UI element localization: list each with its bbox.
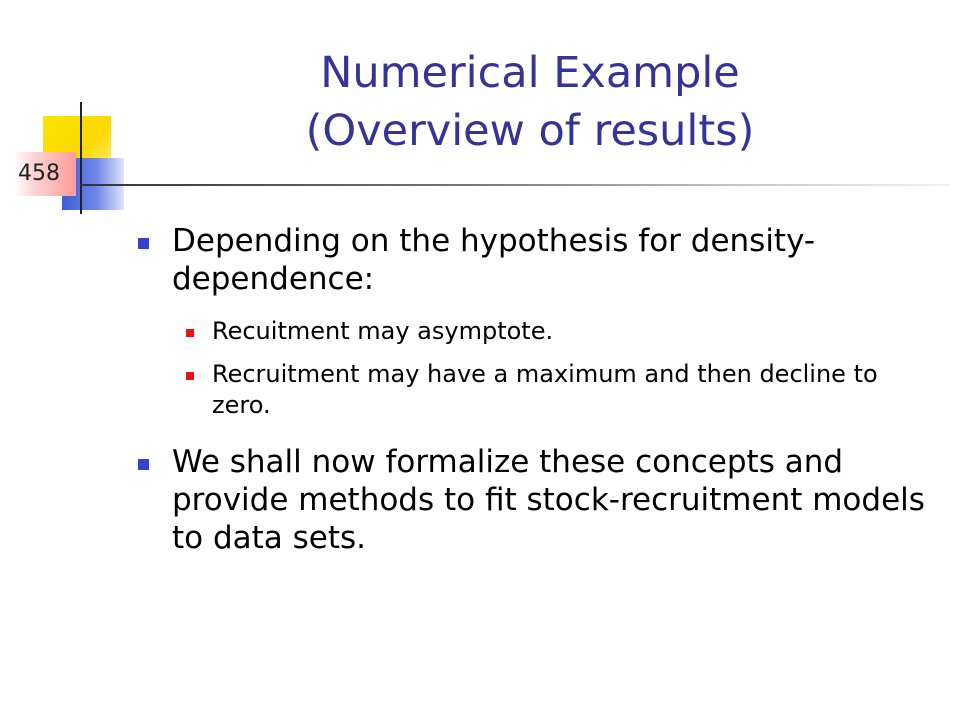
decorative-vertical-line bbox=[80, 102, 82, 214]
square-bullet-icon bbox=[138, 238, 149, 249]
slide-number: 458 bbox=[18, 161, 60, 186]
bullet-item bbox=[136, 443, 926, 557]
slide-content bbox=[136, 222, 926, 567]
slide-title-line-2: (Overview of results) bbox=[305, 106, 755, 156]
bullet-text: Depending on the hypothesis for density-dependence: bbox=[172, 223, 816, 297]
square-bullet-icon bbox=[138, 459, 149, 470]
bullet-item bbox=[136, 222, 926, 298]
sub-bullet-text: Recuitment may asymptote. bbox=[212, 317, 554, 345]
square-bullet-icon bbox=[186, 372, 194, 380]
title-divider-line bbox=[80, 184, 950, 186]
sub-bullet-item bbox=[136, 359, 926, 421]
sub-bullet-list bbox=[136, 316, 926, 421]
sub-bullet-text: Recruitment may have a maximum and then decline to zero. bbox=[212, 360, 878, 419]
slide-title-line-1: Numerical Example bbox=[320, 48, 740, 98]
bullet-text: We shall now formalize these concepts and provide methods to fit stock-recruitment models to data sets. bbox=[172, 444, 925, 556]
sub-bullet-item bbox=[136, 316, 926, 347]
square-bullet-icon bbox=[186, 329, 194, 337]
slide-title bbox=[230, 44, 830, 160]
